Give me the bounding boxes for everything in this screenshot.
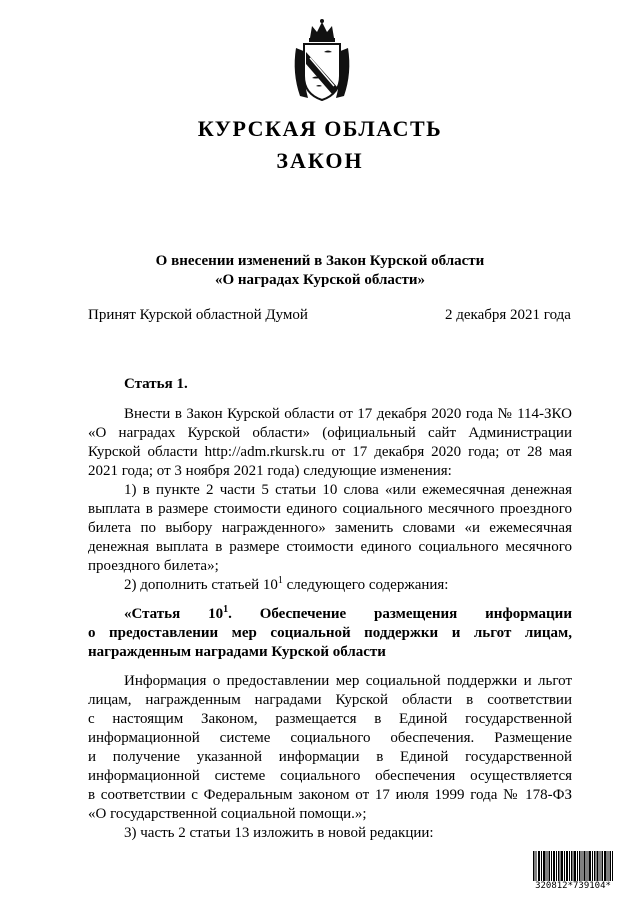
paragraph-line: и получение указанной информации в Единой государственной (88, 749, 572, 765)
paragraph-line: «О наградах Курской области» (официальный сайт Администрации (88, 425, 572, 441)
paragraph-line: 2) дополнить статьей $10^1$ следующего содержания: (124, 575, 449, 593)
paragraph-line: Курской области http://adm.rkursk.ru от 17 декабря 2020 года; от 28 мая (88, 444, 572, 460)
paragraph-line: информационной системе социального обеспечения осуществляется (88, 768, 572, 784)
new-article-heading-line-3: награжденным наградами Курской области (88, 644, 386, 660)
article-1-heading: Статья 1. (124, 376, 188, 392)
region-heading: КУРСКАЯ ОБЛАСТЬ (197, 116, 443, 141)
paragraph-line: выплата в размере стоимости единого социального месячного проездного (88, 501, 572, 517)
paragraph-line: денежная выплата в размере стоимости единого социального месячного (88, 539, 572, 555)
paragraph-line: билета по выбору награжденного» заменить словами «и ежемесячная (88, 520, 572, 536)
paragraph-line: с настоящим Законом, размещается в Единой государственной (88, 711, 572, 727)
new-article-heading: «Статья $10^1$. Обеспечение размещения информации (124, 604, 572, 622)
adopted-by: Принят Курской областной Думой (88, 307, 308, 323)
paragraph-line: информационной системе социального обеспечения. Размещение (88, 730, 572, 746)
paragraph-line: 2021 года; от 3 ноября 2021 года) следующие изменения: (88, 463, 452, 479)
paragraph-line: 3) часть 2 статьи 13 изложить в новой редакции: (124, 825, 434, 841)
paragraph-line: Информация о предоставлении мер социальной поддержки и льгот (124, 673, 572, 689)
adoption-date: 2 декабря 2021 года (445, 307, 571, 323)
law-title-line-2: «О наградах Курской области» (214, 272, 426, 288)
coat-of-arms-icon (290, 18, 354, 104)
document-type-heading: ЗАКОН (276, 148, 364, 173)
paragraph-line: 1) в пункте 2 части 5 статьи 10 слова «или ежемесячная денежная (124, 482, 572, 498)
paragraph-line: проездного билета»; (88, 558, 219, 574)
law-title-line-1: О внесении изменений в Закон Курской области (155, 253, 485, 269)
paragraph-line: «О государственной социальной помощи.»; (88, 806, 367, 822)
paragraph-line: лицам, награжденным наградами Курской области в соответствии (88, 692, 572, 708)
new-article-heading-line-2: о предоставлении мер социальной поддержки и льгот лицам, (88, 625, 572, 641)
paragraph-line: Внести в Закон Курской области от 17 декабря 2020 года № 114-ЗКО (124, 406, 572, 422)
paragraph-line: в соответствии с Федеральным законом от 17 июля 1999 года № 178-ФЗ (88, 787, 572, 803)
barcode-number: 320812*739104* (533, 881, 613, 892)
